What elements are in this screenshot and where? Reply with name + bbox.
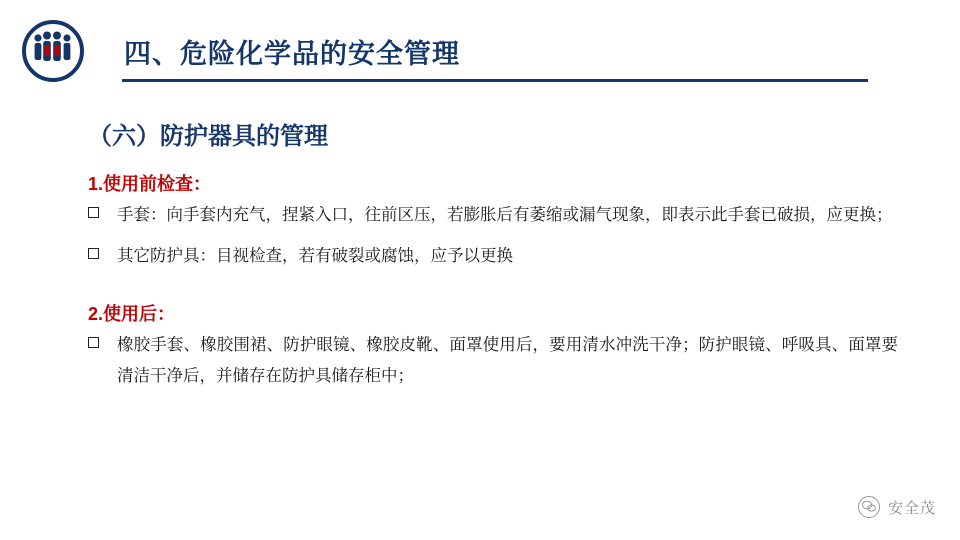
- slide-header: [0, 0, 960, 96]
- header-divider: [122, 79, 868, 82]
- wechat-account-name: 安全茂: [887, 499, 936, 517]
- list-item: [88, 330, 898, 392]
- list-item-text: 其它防护具：目视检查，若有破裂或腐蚀，应予以更换: [117, 247, 513, 265]
- square-bullet-icon: [88, 207, 99, 218]
- subsection-heading-1: 1.使用前检查：: [88, 174, 212, 194]
- section-title: （六）防护器具的管理: [88, 123, 328, 150]
- list-item: [88, 241, 898, 272]
- list-item-text: 手套：向手套内充气，捏紧入口，往前区压，若膨胀后有萎缩或漏气现象，即表示此手套已破损，应更换；: [117, 206, 893, 224]
- square-bullet-icon: [88, 337, 99, 348]
- bullet-list-2: [88, 330, 898, 402]
- people-group-icon: [22, 20, 84, 82]
- list-item: [88, 200, 898, 231]
- subsection-heading-2: 2.使用后：: [88, 304, 176, 324]
- wechat-icon: [858, 496, 880, 518]
- bullet-list-1: [88, 200, 898, 282]
- wechat-watermark: [858, 496, 936, 518]
- square-bullet-icon: [88, 248, 99, 259]
- page-title: 四、危险化学品的安全管理: [124, 39, 460, 69]
- list-item-text: 橡胶手套、橡胶围裙、防护眼镜、橡胶皮靴、面罩使用后，要用清水冲洗干净；防护眼镜、呼吸具、面罩要清洁干净后，并储存在防护具储存柜中；: [117, 336, 898, 385]
